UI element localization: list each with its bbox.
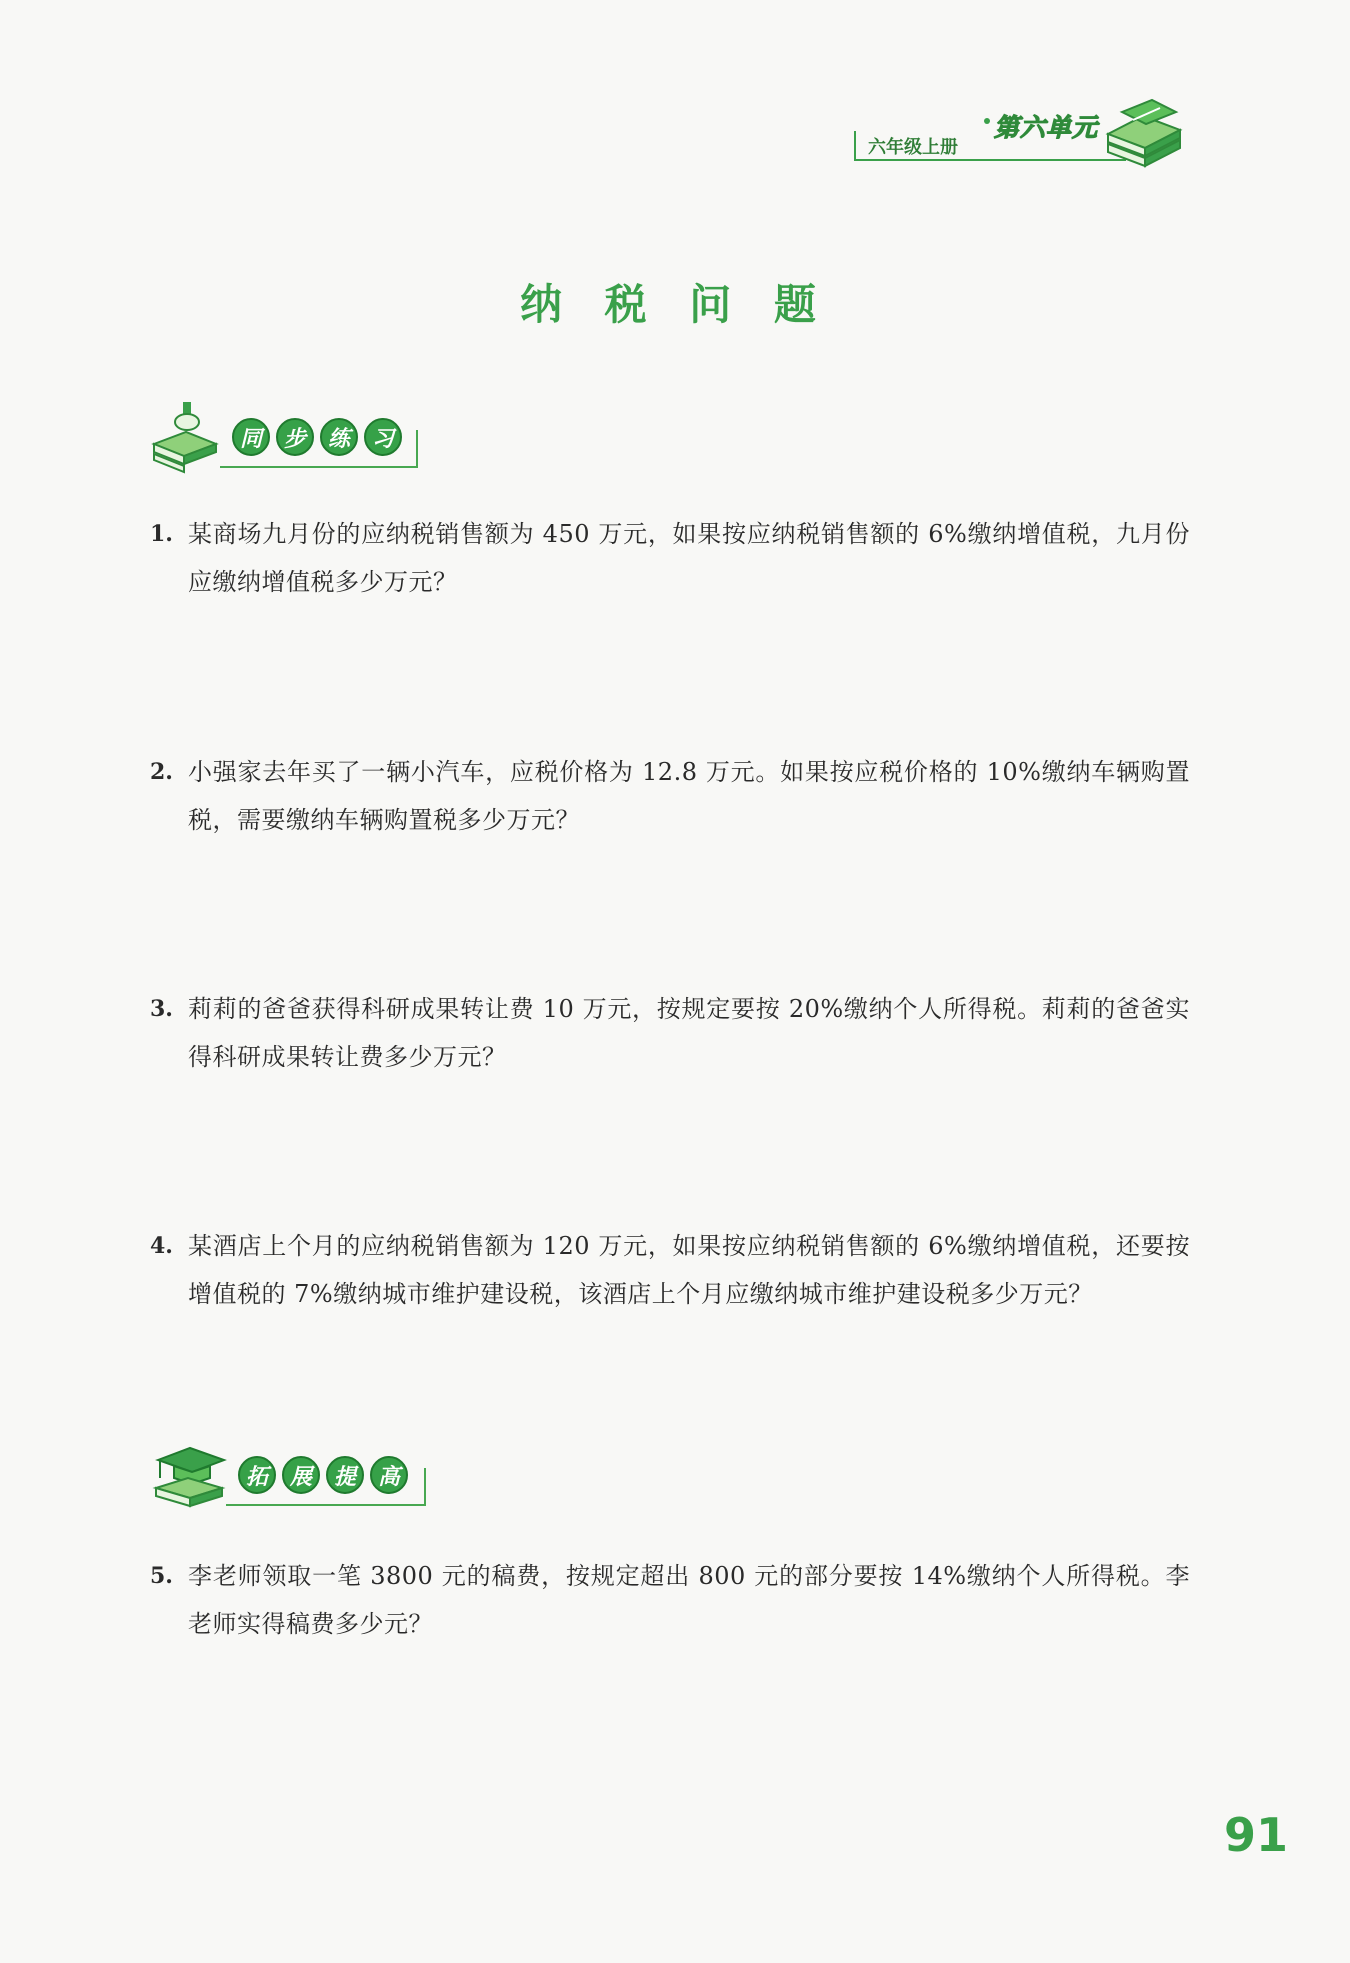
question-4 (150, 1222, 1190, 1318)
section-char: 高 (370, 1456, 408, 1494)
section-char: 同 (232, 418, 270, 456)
section-char: 练 (320, 418, 358, 456)
section-underline (226, 1504, 424, 1506)
question-text: 某酒店上个月的应纳税销售额为 120 万元，如果按应纳税销售额的 6%缴纳增值税，还要按增值税的 7%缴纳城市维护建设税，该酒店上个月应缴纳城市维护建设税多少万元？ (188, 1232, 1190, 1308)
section-char: 提 (326, 1456, 364, 1494)
section-underline (220, 466, 416, 468)
question-text: 莉莉的爸爸获得科研成果转让费 10 万元，按规定要按 20%缴纳个人所得税。莉莉的爸爸实得科研成果转让费多少万元？ (188, 995, 1190, 1071)
section-endbar (416, 430, 418, 468)
question-number: 2. (150, 759, 173, 785)
book-stack-icon (1098, 94, 1188, 174)
page-number: 91 (1224, 1808, 1289, 1862)
question-text: 李老师领取一笔 3800 元的稿费，按规定超出 800 元的部分要按 14%缴纳个人所得税。李老师实得稿费多少元？ (188, 1562, 1190, 1638)
question-1 (150, 510, 1190, 606)
question-text: 某商场九月份的应纳税销售额为 450 万元，如果按应纳税销售额的 6%缴纳增值税，九月份应缴纳增值税多少万元？ (188, 520, 1190, 596)
question-3 (150, 985, 1190, 1081)
page-title: 纳 税 问 题 (520, 280, 830, 329)
question-number: 1. (150, 521, 173, 547)
books-lamp-icon (150, 400, 220, 475)
graduation-cap-books-icon (150, 1438, 230, 1513)
grade-label: 六年级上册 (868, 137, 958, 158)
section-char: 拓 (238, 1456, 276, 1494)
section-extension-header (150, 1438, 430, 1513)
section-char: 展 (282, 1456, 320, 1494)
section-char: 习 (364, 418, 402, 456)
header-dot (984, 118, 990, 124)
question-number: 5. (150, 1563, 173, 1589)
unit-label: 第六单元 (994, 113, 1099, 142)
question-2 (150, 748, 1190, 844)
question-number: 3. (150, 996, 173, 1022)
question-number: 4. (150, 1233, 173, 1259)
section-endbar (424, 1468, 426, 1506)
question-text: 小强家去年买了一辆小汽车，应税价格为 12.8 万元。如果按应税价格的 10%缴纳车辆购置税，需要缴纳车辆购置税多少万元？ (188, 758, 1190, 834)
question-5 (150, 1552, 1190, 1648)
section-practice-header (150, 400, 420, 475)
section-char: 步 (276, 418, 314, 456)
